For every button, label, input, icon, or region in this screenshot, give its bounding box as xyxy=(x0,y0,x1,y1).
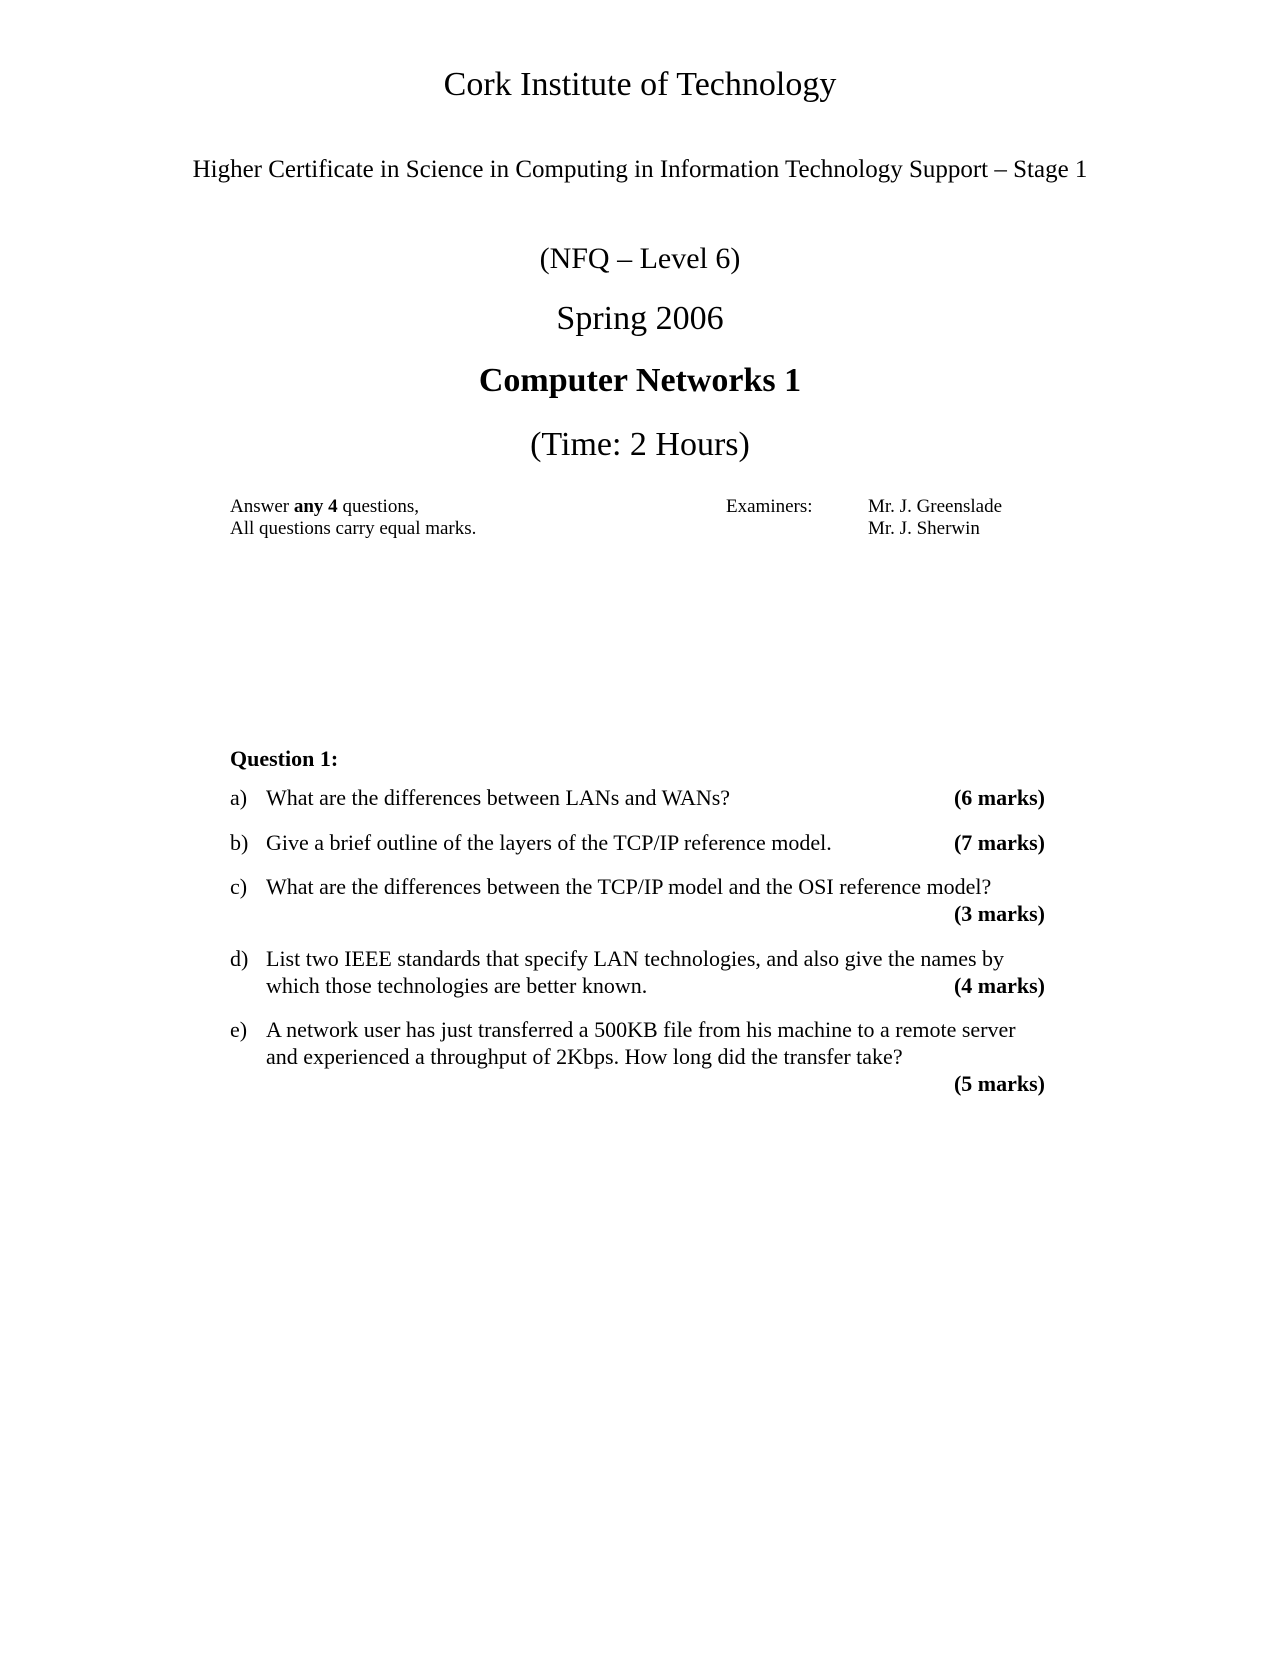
question-part-e xyxy=(230,1016,1045,1097)
part-text: List two IEEE standards that specify LAN technologies, and also give the names by which those technologies are better known. xyxy=(266,946,1005,998)
subject-title: Computer Networks 1 xyxy=(478,362,802,399)
part-text: A network user has just transferred a 500KB file from his machine to a remote server and experienced a throughput of 2Kbps. How long did the transfer take? xyxy=(266,1017,1016,1069)
part-label: d) xyxy=(230,946,249,971)
part-marks: (4 marks) xyxy=(953,973,1045,998)
question-part-c xyxy=(230,873,1045,927)
part-marks: (3 marks) xyxy=(953,901,1045,926)
part-text: Give a brief outline of the layers of the TCP/IP reference model. xyxy=(266,830,832,855)
part-text: What are the differences between the TCP/IP model and the OSI reference model? xyxy=(266,874,992,899)
part-marks: (5 marks) xyxy=(953,1071,1045,1096)
instruction-emphasis: any 4 xyxy=(293,496,338,517)
programme-title: Higher Certificate in Science in Computing in Information Technology Support – Stage 1 xyxy=(192,156,1088,183)
part-marks: (6 marks) xyxy=(953,785,1045,810)
instruction-line-2: All questions carry equal marks. xyxy=(230,518,477,539)
part-label: a) xyxy=(230,785,248,810)
examiner-name: Mr. J. Greenslade xyxy=(868,496,1003,517)
exam-session: Spring 2006 xyxy=(556,300,724,337)
part-text: What are the differences between LANs and WANs? xyxy=(266,785,731,810)
instruction-line-1 xyxy=(230,496,476,518)
examiner-name: Mr. J. Sherwin xyxy=(868,518,980,539)
examiners-label: Examiners: xyxy=(726,496,813,517)
part-label: e) xyxy=(230,1017,248,1042)
part-label: c) xyxy=(230,874,248,899)
nfq-level: (NFQ – Level 6) xyxy=(539,242,741,275)
instruction-suffix: questions, xyxy=(342,496,419,517)
question-part-b xyxy=(230,829,1045,856)
exam-instructions xyxy=(230,496,476,540)
part-label: b) xyxy=(230,830,249,855)
institution-title: Cork Institute of Technology xyxy=(443,66,837,103)
examiners-list xyxy=(868,496,1002,540)
instruction-prefix: Answer xyxy=(230,496,290,517)
question-heading: Question 1: xyxy=(230,746,339,771)
question-part-a xyxy=(230,784,1045,811)
question-part-d xyxy=(230,945,1045,999)
exam-duration: (Time: 2 Hours) xyxy=(530,426,750,463)
part-marks: (7 marks) xyxy=(953,830,1045,855)
